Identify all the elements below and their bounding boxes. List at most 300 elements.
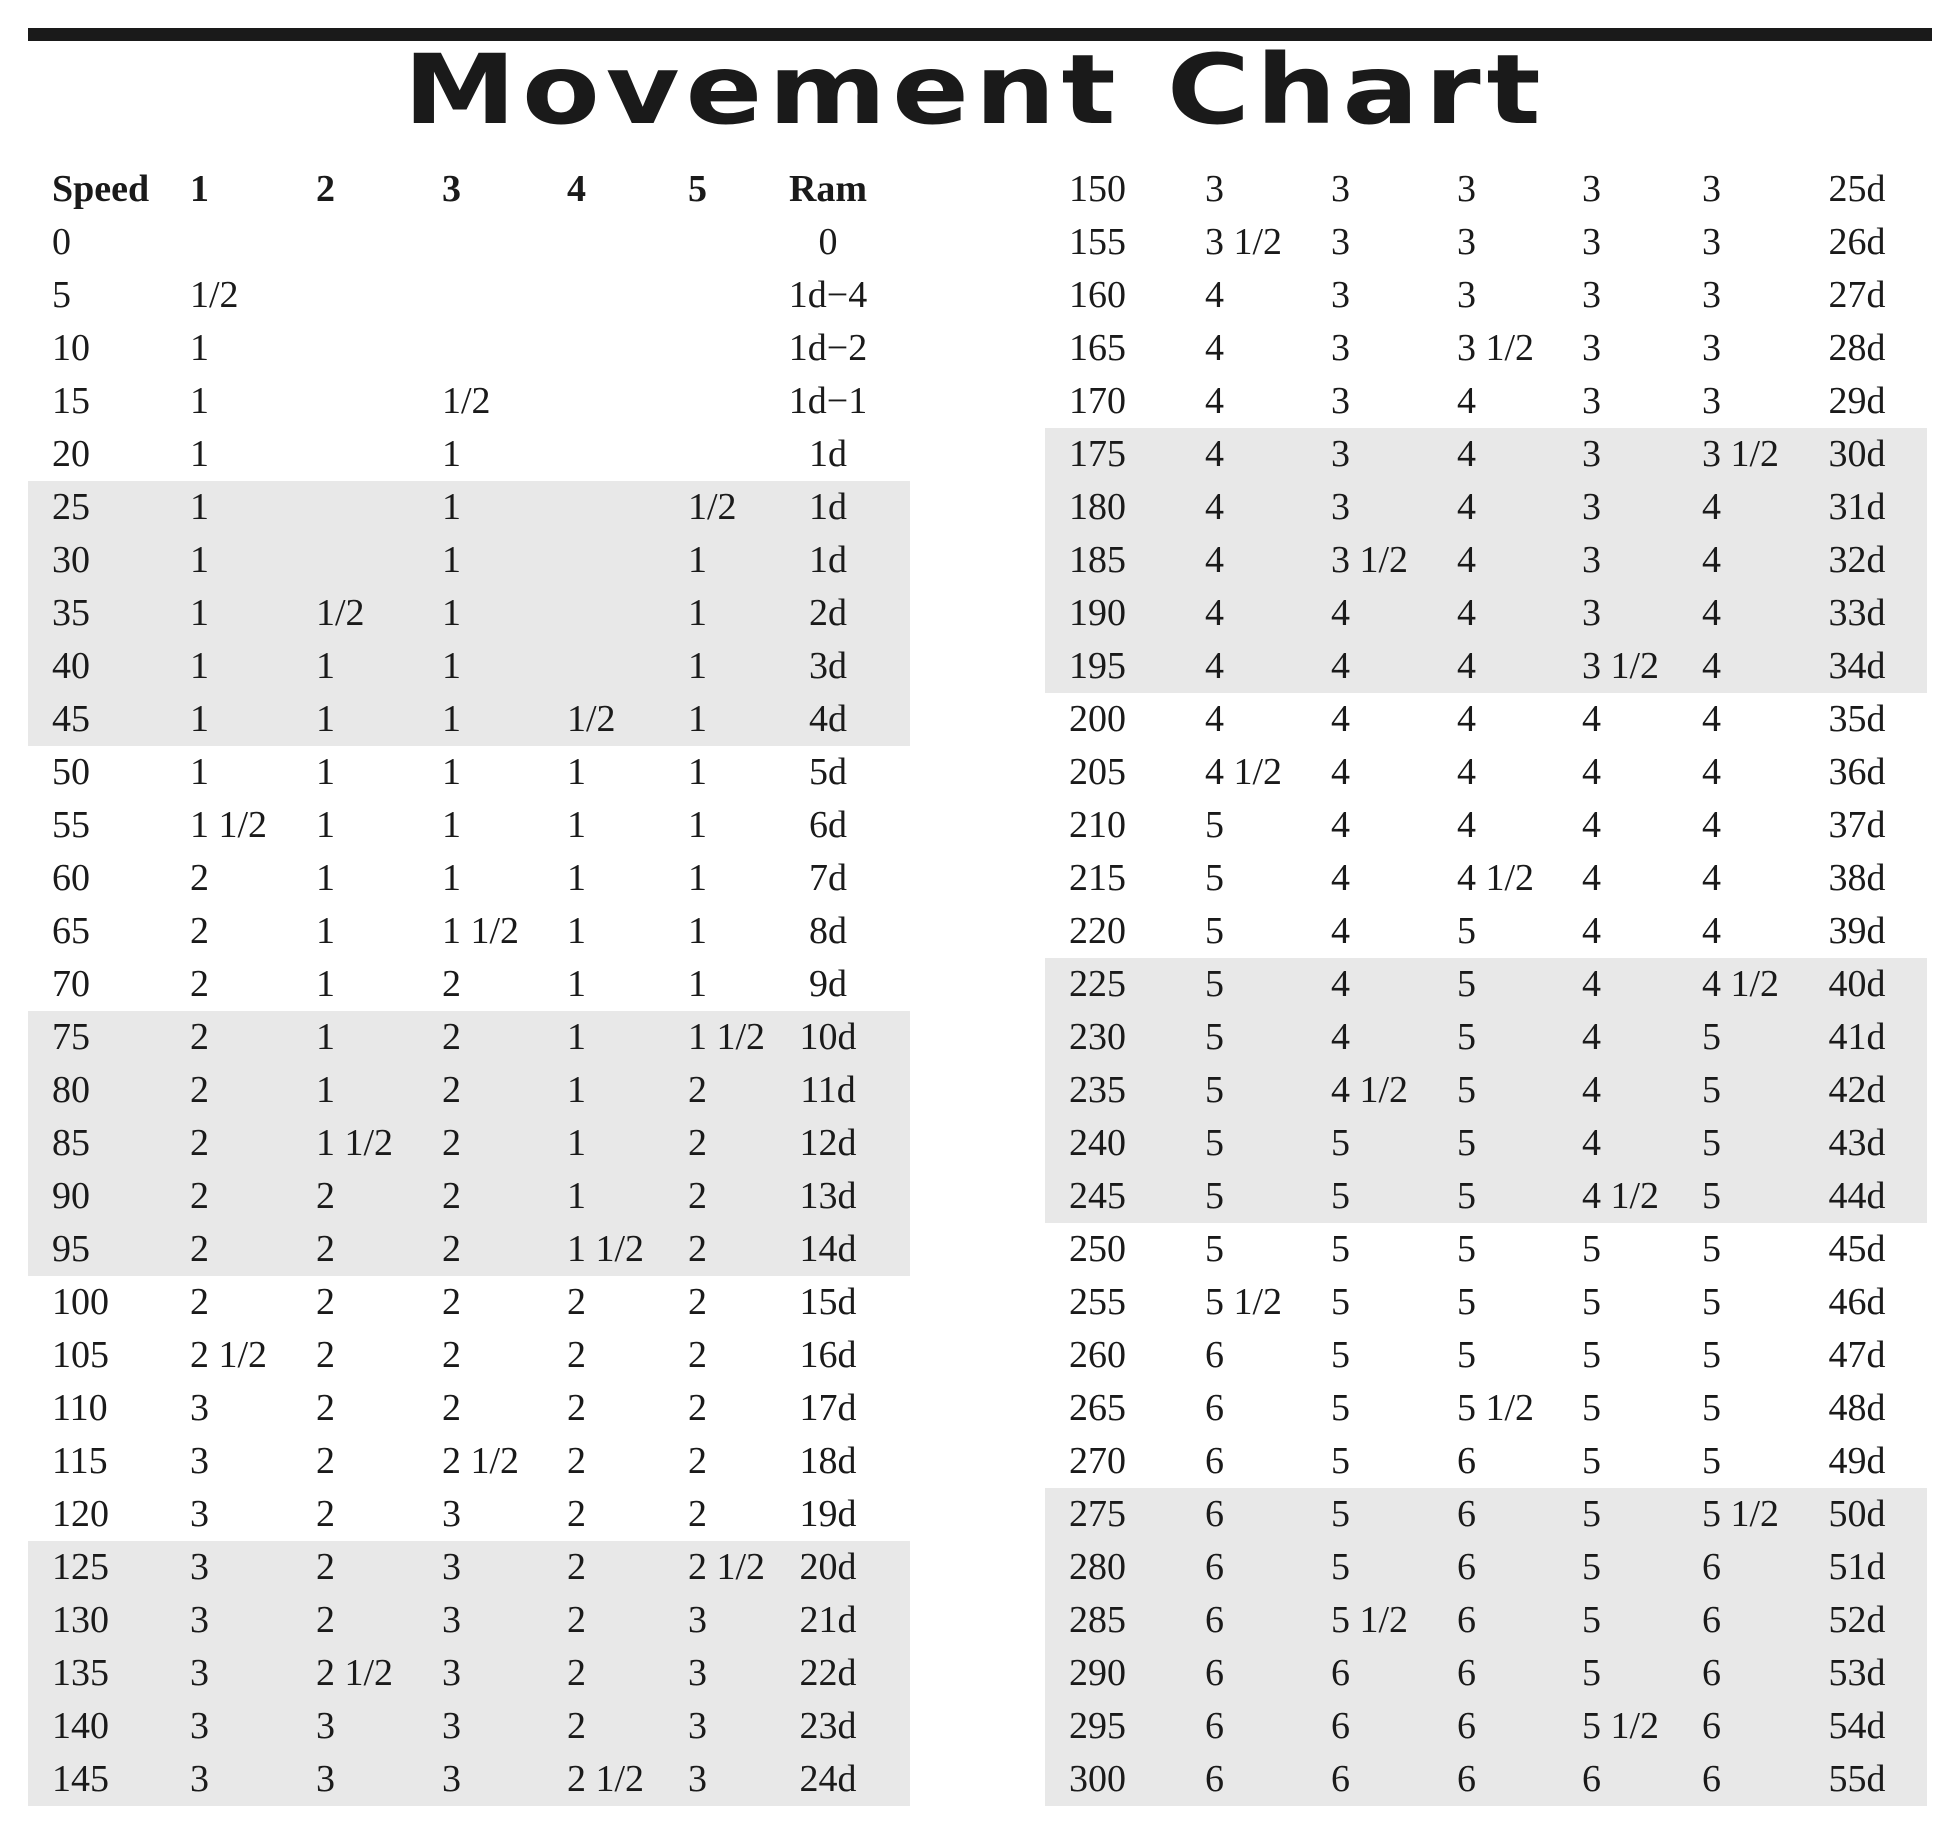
col-5-cell: 2	[688, 1175, 707, 1217]
col-1-cell: 5	[1205, 1175, 1224, 1217]
ram-cell: 33d	[1828, 592, 1886, 634]
col-1-cell: 2	[190, 1069, 209, 1111]
table-row	[28, 534, 910, 587]
col-2-cell: 3	[1331, 274, 1350, 316]
col-2-cell: 4	[1331, 1016, 1350, 1058]
col-1-cell: 1	[190, 486, 209, 528]
table-row	[1045, 1753, 1927, 1806]
col-4-cell: 2	[567, 1652, 586, 1694]
table-row	[28, 481, 910, 534]
col-2-cell: 5 1/2	[1331, 1599, 1409, 1641]
col-1-cell: 4	[1205, 539, 1224, 581]
col-1-cell: 5	[1205, 910, 1224, 952]
col-1-cell: 3	[190, 1758, 209, 1800]
col-1-cell: 6	[1205, 1599, 1224, 1641]
col-5-cell: 4	[1702, 804, 1721, 846]
col-1-cell: 2	[190, 910, 209, 952]
speed-cell: 35	[52, 592, 90, 634]
ram-cell: 41d	[1828, 1016, 1886, 1058]
col-2-cell: 1	[316, 857, 335, 899]
column-header-2: 2	[316, 168, 335, 210]
col-5-cell: 3	[688, 1652, 707, 1694]
col-1-cell: 6	[1205, 1440, 1224, 1482]
col-5-cell: 1	[688, 857, 707, 899]
ram-cell: 29d	[1828, 380, 1886, 422]
column-header-4: 4	[567, 168, 586, 210]
table-row	[1045, 587, 1927, 640]
col-4-cell: 4	[1582, 857, 1601, 899]
col-2-cell: 2	[316, 1546, 335, 1588]
col-5-cell: 4	[1702, 645, 1721, 687]
col-1-cell: 3 1/2	[1205, 221, 1283, 263]
col-2-cell: 4	[1331, 751, 1350, 793]
col-5-cell: 3	[1702, 168, 1721, 210]
speed-cell: 165	[1069, 327, 1126, 369]
col-3-cell: 4	[1457, 380, 1476, 422]
table-row	[28, 1753, 910, 1806]
col-5-cell: 2 1/2	[688, 1546, 766, 1588]
col-1-cell: 2	[190, 857, 209, 899]
table-row	[1045, 958, 1927, 1011]
col-2-cell: 1	[316, 910, 335, 952]
col-2-cell: 5	[1331, 1122, 1350, 1164]
ram-cell: 4d	[809, 698, 847, 740]
speed-cell: 235	[1069, 1069, 1126, 1111]
ram-cell: 44d	[1828, 1175, 1886, 1217]
col-3-cell: 1/2	[442, 380, 491, 422]
col-1-cell: 6	[1205, 1334, 1224, 1376]
speed-cell: 125	[52, 1546, 109, 1588]
table-row	[28, 1700, 910, 1753]
table-row	[28, 1276, 910, 1329]
col-4-cell: 1 1/2	[567, 1228, 645, 1270]
table-row	[1045, 1382, 1927, 1435]
column-header-ram: Ram	[788, 168, 868, 210]
col-4-cell: 2	[567, 1705, 586, 1747]
ram-cell: 53d	[1828, 1652, 1886, 1694]
ram-cell: 15d	[799, 1281, 857, 1323]
table-row	[1045, 1594, 1927, 1647]
ram-cell: 20d	[799, 1546, 857, 1588]
col-4-cell: 6	[1582, 1758, 1601, 1800]
col-4-cell: 3 1/2	[1582, 645, 1660, 687]
col-4-cell: 4	[1582, 1122, 1601, 1164]
col-3-cell: 4	[1457, 433, 1476, 475]
col-4-cell: 5 1/2	[1582, 1705, 1660, 1747]
speed-cell: 100	[52, 1281, 109, 1323]
col-5-cell: 5	[1702, 1122, 1721, 1164]
col-3-cell: 1	[442, 751, 461, 793]
ram-cell: 40d	[1828, 963, 1886, 1005]
speed-cell: 55	[52, 804, 90, 846]
col-1-cell: 5	[1205, 1069, 1224, 1111]
ram-cell: 8d	[809, 910, 847, 952]
col-3-cell: 6	[1457, 1758, 1476, 1800]
speed-cell: 130	[52, 1599, 109, 1641]
speed-cell: 60	[52, 857, 90, 899]
col-2-cell: 2 1/2	[316, 1652, 394, 1694]
ram-cell: 6d	[809, 804, 847, 846]
col-5-cell: 6	[1702, 1546, 1721, 1588]
col-5-cell: 2	[688, 1228, 707, 1270]
col-1-cell: 6	[1205, 1652, 1224, 1694]
ram-cell: 27d	[1828, 274, 1886, 316]
col-4-cell: 1	[567, 1016, 586, 1058]
ram-cell: 3d	[809, 645, 847, 687]
ram-cell: 52d	[1828, 1599, 1886, 1641]
col-1-cell: 4	[1205, 327, 1224, 369]
table-row	[28, 1329, 910, 1382]
ram-cell: 45d	[1828, 1228, 1886, 1270]
col-3-cell: 2	[442, 1387, 461, 1429]
speed-cell: 20	[52, 433, 90, 475]
column-header-1: 1	[190, 168, 209, 210]
col-4-cell: 1	[567, 1069, 586, 1111]
col-3-cell: 5	[1457, 1016, 1476, 1058]
speed-cell: 25	[52, 486, 90, 528]
table-row	[28, 958, 910, 1011]
col-1-cell: 2 1/2	[190, 1334, 268, 1376]
speed-cell: 260	[1069, 1334, 1126, 1376]
speed-cell: 115	[52, 1440, 108, 1482]
table-row	[1045, 216, 1927, 269]
movement-table-left	[28, 163, 910, 1806]
ram-cell: 7d	[809, 857, 847, 899]
col-4-cell: 5	[1582, 1281, 1601, 1323]
col-3-cell: 3	[442, 1546, 461, 1588]
col-3-cell: 5	[1457, 1334, 1476, 1376]
col-2-cell: 2	[316, 1493, 335, 1535]
table-row	[28, 1435, 910, 1488]
column-header-3: 3	[442, 168, 461, 210]
ram-cell: 38d	[1828, 857, 1886, 899]
col-5-cell: 1 1/2	[688, 1016, 766, 1058]
ram-cell: 42d	[1828, 1069, 1886, 1111]
col-1-cell: 4 1/2	[1205, 751, 1283, 793]
col-1-cell: 4	[1205, 592, 1224, 634]
col-4-cell: 1	[567, 963, 586, 1005]
speed-cell: 300	[1069, 1758, 1126, 1800]
table-row	[28, 1541, 910, 1594]
col-1-cell: 1	[190, 433, 209, 475]
col-4-cell: 2	[567, 1440, 586, 1482]
speed-cell: 195	[1069, 645, 1126, 687]
column-header-speed: Speed	[52, 168, 150, 210]
table-row	[1045, 1011, 1927, 1064]
page-title: Movement Chart	[403, 34, 1547, 146]
col-1-cell: 5	[1205, 963, 1224, 1005]
col-1-cell: 3	[190, 1546, 209, 1588]
col-3-cell: 5	[1457, 1069, 1476, 1111]
ram-cell: 43d	[1828, 1122, 1886, 1164]
speed-cell: 140	[52, 1705, 109, 1747]
table-row	[1045, 1647, 1927, 1700]
ram-cell: 2d	[809, 592, 847, 634]
col-4-cell: 2	[567, 1599, 586, 1641]
table-row	[1045, 534, 1927, 587]
table-row	[1045, 693, 1927, 746]
speed-cell: 15	[52, 380, 90, 422]
col-1-cell: 5	[1205, 1016, 1224, 1058]
col-3-cell: 5	[1457, 1281, 1476, 1323]
col-2-cell: 5	[1331, 1281, 1350, 1323]
ram-cell: 1d−1	[788, 380, 868, 422]
col-4-cell: 5	[1582, 1387, 1601, 1429]
col-2-cell: 3 1/2	[1331, 539, 1409, 581]
ram-cell: 54d	[1828, 1705, 1886, 1747]
ram-cell: 26d	[1828, 221, 1886, 263]
col-2-cell: 3	[1331, 433, 1350, 475]
table-row	[28, 799, 910, 852]
table-row	[1045, 1170, 1927, 1223]
col-2-cell: 5	[1331, 1387, 1350, 1429]
col-4-cell: 3	[1582, 221, 1601, 263]
col-5-cell: 5 1/2	[1702, 1493, 1780, 1535]
col-2-cell: 4	[1331, 857, 1350, 899]
speed-cell: 270	[1069, 1440, 1126, 1482]
ram-cell: 1d	[809, 539, 847, 581]
ram-cell: 48d	[1828, 1387, 1886, 1429]
col-2-cell: 5	[1331, 1546, 1350, 1588]
col-1-cell: 4	[1205, 274, 1224, 316]
col-2-cell: 5	[1331, 1440, 1350, 1482]
speed-cell: 30	[52, 539, 90, 581]
col-5-cell: 5	[1702, 1387, 1721, 1429]
col-5-cell: 1	[688, 539, 707, 581]
ram-cell: 12d	[799, 1122, 857, 1164]
speed-cell: 40	[52, 645, 90, 687]
col-3-cell: 6	[1457, 1599, 1476, 1641]
col-1-cell: 1	[190, 698, 209, 740]
col-4-cell: 1	[567, 857, 586, 899]
table-row	[1045, 852, 1927, 905]
col-5-cell: 4	[1702, 486, 1721, 528]
speed-cell: 205	[1069, 751, 1126, 793]
speed-cell: 95	[52, 1228, 90, 1270]
col-3-cell: 3 1/2	[1457, 327, 1535, 369]
table-row	[1045, 1117, 1927, 1170]
col-1-cell: 1/2	[190, 274, 239, 316]
table-row	[28, 269, 910, 322]
col-4-cell: 4	[1582, 1069, 1601, 1111]
col-3-cell: 2	[442, 1122, 461, 1164]
ram-cell: 1d	[809, 433, 847, 475]
table-row	[1045, 799, 1927, 852]
col-3-cell: 2 1/2	[442, 1440, 520, 1482]
col-1-cell: 2	[190, 1016, 209, 1058]
ram-cell: 1d−2	[788, 327, 868, 369]
col-3-cell: 5	[1457, 1175, 1476, 1217]
speed-cell: 45	[52, 698, 90, 740]
col-5-cell: 1/2	[688, 486, 737, 528]
col-2-cell: 3	[1331, 221, 1350, 263]
table-row	[1045, 481, 1927, 534]
table-row	[1045, 1329, 1927, 1382]
col-3-cell: 5	[1457, 1122, 1476, 1164]
col-4-cell: 3	[1582, 539, 1601, 581]
col-1-cell: 6	[1205, 1705, 1224, 1747]
col-4-cell: 4	[1582, 804, 1601, 846]
col-4-cell: 5	[1582, 1228, 1601, 1270]
table-row	[28, 1223, 910, 1276]
col-5-cell: 2	[688, 1493, 707, 1535]
col-1-cell: 2	[190, 1175, 209, 1217]
speed-cell: 245	[1069, 1175, 1126, 1217]
col-5-cell: 1	[688, 910, 707, 952]
table-row	[28, 1488, 910, 1541]
col-4-cell: 1	[567, 1122, 586, 1164]
table-row	[1045, 1435, 1927, 1488]
col-3-cell: 6	[1457, 1493, 1476, 1535]
table-header-row	[28, 163, 910, 216]
col-5-cell: 5	[1702, 1175, 1721, 1217]
ram-cell: 18d	[799, 1440, 857, 1482]
col-1-cell: 1	[190, 751, 209, 793]
table-row	[28, 852, 910, 905]
col-2-cell: 2	[316, 1440, 335, 1482]
col-4-cell: 4 1/2	[1582, 1175, 1660, 1217]
speed-cell: 180	[1069, 486, 1126, 528]
col-2-cell: 1	[316, 698, 335, 740]
col-2-cell: 3	[1331, 168, 1350, 210]
column-header-5: 5	[688, 168, 707, 210]
col-5-cell: 2	[688, 1122, 707, 1164]
col-5-cell: 2	[688, 1334, 707, 1376]
col-4-cell: 3	[1582, 327, 1601, 369]
speed-cell: 170	[1069, 380, 1126, 422]
col-3-cell: 6	[1457, 1652, 1476, 1694]
ram-cell: 1d−4	[788, 274, 868, 316]
col-3-cell: 1	[442, 486, 461, 528]
col-1-cell: 4	[1205, 645, 1224, 687]
table-row	[1045, 322, 1927, 375]
speed-cell: 215	[1069, 857, 1126, 899]
speed-cell: 295	[1069, 1705, 1126, 1747]
col-3-cell: 4	[1457, 698, 1476, 740]
col-2-cell: 5	[1331, 1228, 1350, 1270]
col-4-cell: 3	[1582, 433, 1601, 475]
col-4-cell: 5	[1582, 1334, 1601, 1376]
col-3-cell: 1 1/2	[442, 910, 520, 952]
col-5-cell: 4	[1702, 857, 1721, 899]
ram-cell: 50d	[1828, 1493, 1886, 1535]
table-row	[1045, 1276, 1927, 1329]
col-4-cell: 1/2	[567, 698, 616, 740]
ram-cell: 55d	[1828, 1758, 1886, 1800]
col-3-cell: 3	[442, 1758, 461, 1800]
table-row	[28, 587, 910, 640]
col-1-cell: 6	[1205, 1387, 1224, 1429]
col-5-cell: 3	[688, 1758, 707, 1800]
col-2-cell: 3	[1331, 380, 1350, 422]
col-2-cell: 4	[1331, 698, 1350, 740]
speed-cell: 275	[1069, 1493, 1126, 1535]
col-4-cell: 5	[1582, 1652, 1601, 1694]
ram-cell: 34d	[1828, 645, 1886, 687]
speed-cell: 210	[1069, 804, 1126, 846]
speed-cell: 150	[1069, 168, 1126, 210]
col-1-cell: 1	[190, 539, 209, 581]
col-5-cell: 3	[1702, 327, 1721, 369]
col-1-cell: 6	[1205, 1546, 1224, 1588]
col-4-cell: 2 1/2	[567, 1758, 645, 1800]
speed-cell: 120	[52, 1493, 109, 1535]
col-5-cell: 4 1/2	[1702, 963, 1780, 1005]
col-1-cell: 5	[1205, 1228, 1224, 1270]
speed-cell: 70	[52, 963, 90, 1005]
col-4-cell: 4	[1582, 1016, 1601, 1058]
col-5-cell: 6	[1702, 1705, 1721, 1747]
ram-cell: 25d	[1828, 168, 1886, 210]
col-4-cell: 4	[1582, 698, 1601, 740]
table-row	[28, 746, 910, 799]
col-4-cell: 2	[567, 1281, 586, 1323]
col-3-cell: 5 1/2	[1457, 1387, 1535, 1429]
table-row	[28, 1064, 910, 1117]
col-3-cell: 3	[1457, 274, 1476, 316]
col-3-cell: 5	[1457, 963, 1476, 1005]
col-2-cell: 4	[1331, 963, 1350, 1005]
col-5-cell: 5	[1702, 1281, 1721, 1323]
col-3-cell: 1	[442, 539, 461, 581]
speed-cell: 80	[52, 1069, 90, 1111]
col-5-cell: 4	[1702, 592, 1721, 634]
col-4-cell: 3	[1582, 592, 1601, 634]
ram-cell: 35d	[1828, 698, 1886, 740]
col-4-cell: 4	[1582, 751, 1601, 793]
speed-cell: 50	[52, 751, 90, 793]
col-3-cell: 3	[442, 1493, 461, 1535]
ram-cell: 28d	[1828, 327, 1886, 369]
col-2-cell: 4 1/2	[1331, 1069, 1409, 1111]
col-2-cell: 5	[1331, 1334, 1350, 1376]
ram-cell: 36d	[1828, 751, 1886, 793]
movement-table-right	[1045, 163, 1927, 1806]
speed-cell: 160	[1069, 274, 1126, 316]
col-3-cell: 1	[442, 804, 461, 846]
col-3-cell: 6	[1457, 1440, 1476, 1482]
table-row	[28, 1382, 910, 1435]
table-row	[1045, 1488, 1927, 1541]
col-2-cell: 3	[316, 1758, 335, 1800]
table-row	[28, 1117, 910, 1170]
col-2-cell: 1	[316, 1016, 335, 1058]
table-row	[28, 428, 910, 481]
ram-cell: 51d	[1828, 1546, 1886, 1588]
col-5-cell: 3	[1702, 380, 1721, 422]
col-5-cell: 5	[1702, 1440, 1721, 1482]
table-row	[1045, 269, 1927, 322]
col-3-cell: 1	[442, 433, 461, 475]
col-5-cell: 3	[1702, 221, 1721, 263]
col-4-cell: 3	[1582, 274, 1601, 316]
col-2-cell: 1	[316, 645, 335, 687]
col-3-cell: 2	[442, 1334, 461, 1376]
col-2-cell: 4	[1331, 645, 1350, 687]
speed-cell: 265	[1069, 1387, 1126, 1429]
col-4-cell: 2	[567, 1546, 586, 1588]
table-row	[1045, 640, 1927, 693]
col-2-cell: 3	[1331, 327, 1350, 369]
speed-cell: 145	[52, 1758, 109, 1800]
speed-cell: 5	[52, 274, 71, 316]
speed-cell: 75	[52, 1016, 90, 1058]
col-2-cell: 4	[1331, 592, 1350, 634]
speed-cell: 255	[1069, 1281, 1126, 1323]
col-2-cell: 5	[1331, 1175, 1350, 1217]
col-4-cell: 5	[1582, 1493, 1601, 1535]
speed-cell: 0	[52, 221, 71, 263]
